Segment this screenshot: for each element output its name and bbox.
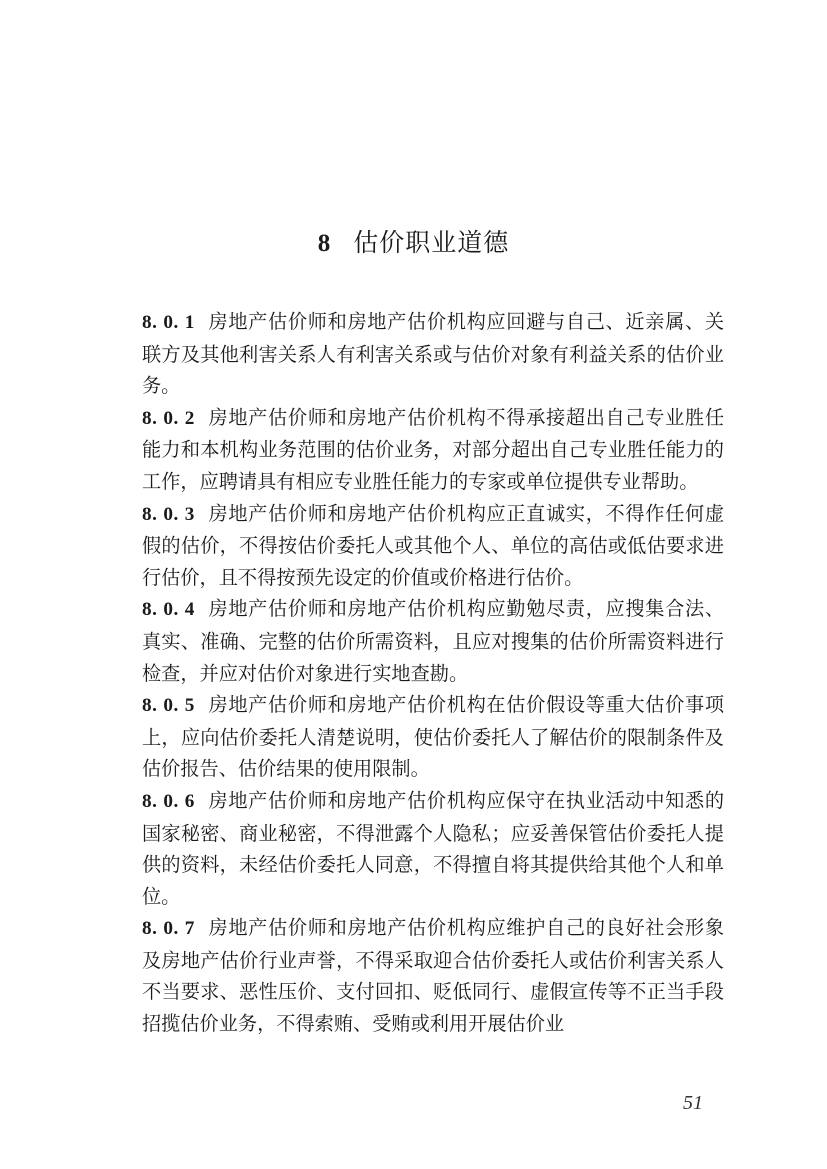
clause-text: 房地产估价师和房地产估价机构应保守在执业活动中知悉的国家秘密、商业秘密，不得泄露个人隐私；应妥善保管估价委托人提供的资料，未经估价委托人同意，不得擅自将其提供给其他个人和单位。 <box>142 788 725 908</box>
clause-8-0-1 <box>142 306 724 402</box>
page-number: 51 <box>683 1092 703 1114</box>
chapter-heading <box>0 226 827 261</box>
clause-number: 8. 0. 1 <box>142 312 195 333</box>
clause-text: 房地产估价师和房地产估价机构应正直诚实，不得作任何虚假的估价，不得按估价委托人或其他个人、单位的高估或低估要求进行估价，且不得按预先设定的价值或价格进行估价。 <box>142 501 725 589</box>
clause-8-0-7 <box>142 912 724 1039</box>
clause-number: 8. 0. 6 <box>142 790 195 812</box>
clause-number: 8. 0. 3 <box>142 503 195 525</box>
clause-8-0-6 <box>142 785 724 912</box>
clause-text: 房地产估价师和房地产估价机构应维护自己的良好社会形象及房地产估价行业声誉，不得采取迎合估价委托人或估价利害关系人不当要求、恶性压价、支付回扣、贬低同行、虚假宣传等不正当手段招揽估价业务，不得索贿、受贿或利用开展估价业 <box>142 916 725 1036</box>
clause-number: 8. 0. 4 <box>142 599 195 621</box>
chapter-title: 估价职业道德 <box>353 228 510 257</box>
clause-number: 8. 0. 2 <box>142 407 195 429</box>
clause-number: 8. 0. 7 <box>142 918 195 940</box>
clause-text: 房地产估价师和房地产估价机构不得承接超出自己专业胜任能力和本机构业务范围的估价业务，对部分超出自己专业胜任能力的工作，应聘请具有相应专业胜任能力的专家或单位提供专业帮助。 <box>142 405 725 493</box>
clause-list <box>142 306 724 1040</box>
clause-text: 房地产估价师和房地产估价机构应回避与自己、近亲属、关联方及其他利害关系人有利害关系或与估价对象有利益关系的估价业务。 <box>142 310 725 398</box>
clause-8-0-4 <box>142 593 724 689</box>
clause-text: 房地产估价师和房地产估价机构在估价假设等重大估价事项上，应向估价委托人清楚说明，使估价委托人了解估价的限制条件及估价报告、估价结果的使用限制。 <box>142 693 725 781</box>
clause-8-0-5 <box>142 689 724 785</box>
clause-8-0-3 <box>142 498 724 594</box>
chapter-number: 8 <box>317 230 332 257</box>
clause-text: 房地产估价师和房地产估价机构应勤勉尽责，应搜集合法、真实、准确、完整的估价所需资料，且应对搜集的估价所需资料进行检查，并应对估价对象进行实地查勘。 <box>142 597 725 685</box>
clause-number: 8. 0. 5 <box>142 695 195 717</box>
clause-8-0-2 <box>142 402 724 498</box>
